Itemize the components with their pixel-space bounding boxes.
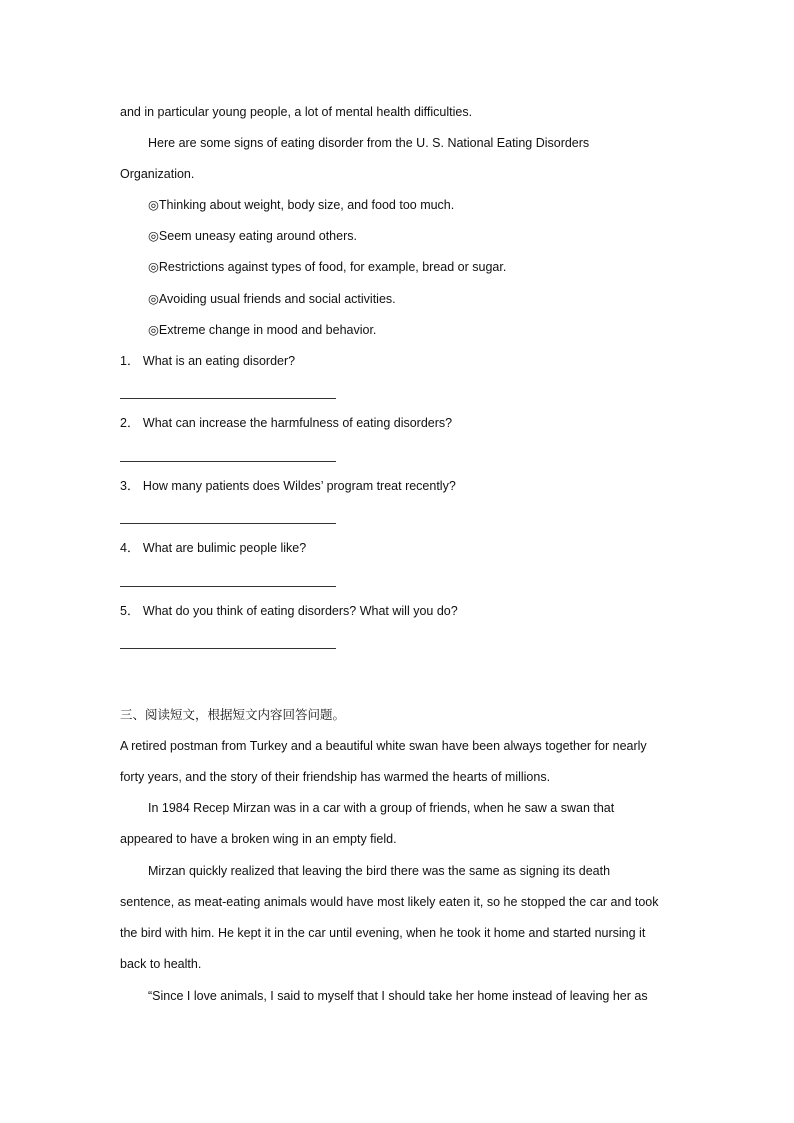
sign-item: ◎Extreme change in mood and behavior. <box>148 323 377 337</box>
passage-line: forty years, and the story of their friendship has warmed the hearts of millions. <box>120 770 551 784</box>
passage-line: A retired postman from Turkey and a beautiful white swan have been always together for nearly <box>120 739 647 753</box>
sign-item: ◎Avoiding usual friends and social activities. <box>148 292 396 306</box>
passage-line: Mirzan quickly realized that leaving the bird there was the same as signing its death <box>148 864 611 878</box>
passage-line: back to health. <box>120 957 202 971</box>
answer-blank-2[interactable] <box>120 461 336 462</box>
signs-intro-line-cont: Organization. <box>120 167 195 181</box>
answer-blank-1[interactable] <box>120 398 336 399</box>
passage-line: the bird with him. He kept it in the car until evening, when he took it home and started nursing it <box>120 926 646 940</box>
answer-blank-4[interactable] <box>120 586 336 587</box>
passage-line: In 1984 Recep Mirzan was in a car with a group of friends, when he saw a swan that <box>148 801 615 815</box>
passage-line: “Since I love animals, I said to myself that I should take her home instead of leaving her as <box>148 989 648 1003</box>
passage-line: sentence, as meat-eating animals would have most likely eaten it, so he stopped the car and took <box>120 895 659 909</box>
answer-blank-5[interactable] <box>120 648 336 649</box>
question-2: 2． What can increase the harmfulness of eating disorders? <box>120 416 453 430</box>
question-1: 1． What is an eating disorder? <box>120 354 296 368</box>
question-4: 4． What are bulimic people like? <box>120 541 307 555</box>
question-3: 3． How many patients does Wildes’ program treat recently? <box>120 479 456 493</box>
signs-intro-line: Here are some signs of eating disorder from the U. S. National Eating Disorders <box>148 136 590 150</box>
passage-text-line: and in particular young people, a lot of mental health difficulties. <box>120 105 473 119</box>
section-heading: 三、阅读短文，根据短文内容回答问题。 <box>120 707 346 722</box>
answer-blank-3[interactable] <box>120 523 336 524</box>
sign-item: ◎Restrictions against types of food, for example, bread or sugar. <box>148 260 507 274</box>
passage-line: appeared to have a broken wing in an empty field. <box>120 832 397 846</box>
sign-item: ◎Seem uneasy eating around others. <box>148 229 357 243</box>
question-5: 5． What do you think of eating disorders? What will you do? <box>120 604 458 618</box>
sign-item: ◎Thinking about weight, body size, and food too much. <box>148 198 455 212</box>
